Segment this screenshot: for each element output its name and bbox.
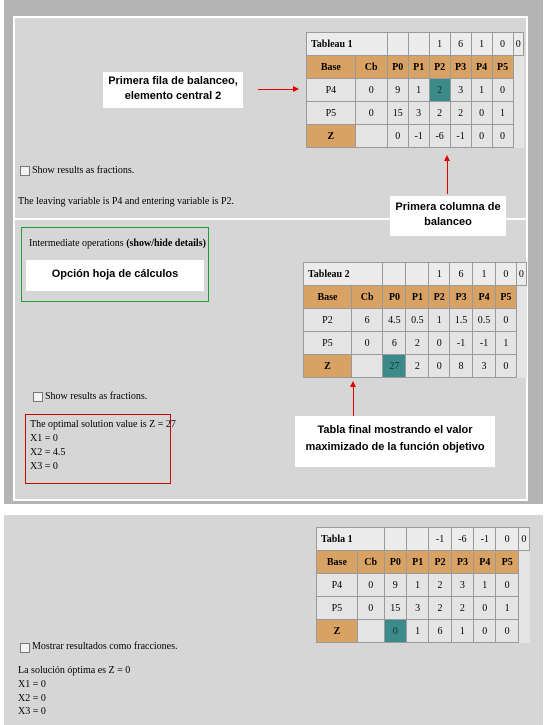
column-header: P1 — [406, 286, 429, 309]
table-cell: 2 — [406, 332, 429, 355]
table-cell — [357, 620, 384, 643]
table-title: Tableau 1 — [307, 33, 388, 56]
table-cell: 0 — [429, 355, 450, 378]
column-header: Cb — [357, 551, 384, 574]
leaving-variable-text: The leaving variable is P4 and entering variable is P2. — [18, 196, 235, 207]
mostrar-fracciones-checkbox[interactable] — [20, 643, 30, 653]
arrow-final-table — [353, 386, 354, 416]
column-header: P3 — [450, 286, 473, 309]
table-cell: 2 — [406, 355, 429, 378]
table-cell: 8 — [450, 355, 473, 378]
row-base-cell: P2 — [304, 309, 352, 332]
table-cell: 9 — [384, 574, 406, 597]
x1-value: X1 = 0 — [30, 433, 58, 444]
intermediate-operations — [29, 238, 206, 249]
x3-value: X3 = 0 — [30, 461, 58, 472]
table-cell: 0 — [474, 597, 496, 620]
x3-valor: X3 = 0 — [18, 706, 46, 717]
table-cell: 9 — [387, 79, 408, 102]
table-row — [307, 125, 524, 148]
show-fractions-checkbox[interactable] — [20, 166, 30, 176]
cost-cell: 0 — [492, 33, 513, 56]
table-row — [304, 309, 527, 332]
table-cell: 0 — [351, 332, 383, 355]
table-cell: 1 — [496, 597, 518, 620]
table-cell: 1 — [451, 620, 473, 643]
cost-cell: 0 — [516, 263, 526, 286]
table-cell: 2 — [429, 102, 450, 125]
column-header: Cb — [355, 56, 387, 79]
table-cell: 0 — [496, 355, 517, 378]
column-header: Base — [304, 286, 352, 309]
table-cell: 0 — [355, 102, 387, 125]
cost-cell: 0 — [496, 263, 517, 286]
table-cell: 6 — [383, 332, 406, 355]
cost-cell: 1 — [429, 263, 450, 286]
table-title: Tabla 1 — [317, 528, 385, 551]
column-header: P2 — [429, 56, 450, 79]
table-cell: 1 — [406, 574, 428, 597]
row-base-cell: Z — [317, 620, 358, 643]
table-cell: 3 — [451, 574, 473, 597]
table-row — [317, 597, 530, 620]
column-header: P2 — [429, 551, 451, 574]
table-row — [304, 355, 527, 378]
table-cell: 0 — [496, 620, 518, 643]
cost-cell: -1 — [474, 528, 496, 551]
table-cell: 27 — [383, 355, 406, 378]
table-cell: -1 — [473, 332, 496, 355]
cost-cell: 6 — [450, 33, 471, 56]
table-cell: 2 — [429, 574, 451, 597]
intermediate-prefix: Intermediate operations — [29, 238, 127, 249]
table-cell: 3 — [406, 597, 428, 620]
table-cell: 1 — [429, 309, 450, 332]
column-header: P1 — [408, 56, 429, 79]
cost-cell: 1 — [471, 33, 492, 56]
table-cell: -6 — [429, 125, 450, 148]
table-row — [317, 574, 530, 597]
table-cell: 0 — [357, 574, 384, 597]
table-cell: 1 — [406, 620, 428, 643]
arrow-first-col — [447, 160, 448, 194]
x2-value: X2 = 4.5 — [30, 447, 66, 458]
cost-cell — [406, 263, 429, 286]
table-cell: 0.5 — [406, 309, 429, 332]
row-base-cell: P5 — [317, 597, 358, 620]
table-cell: 0 — [474, 620, 496, 643]
show-fractions-label-2: Show results as fractions. — [45, 391, 148, 402]
row-base-cell: Z — [307, 125, 356, 148]
table-cell: -1 — [408, 125, 429, 148]
column-header: P4 — [471, 56, 492, 79]
solucion-optima-text: La solución óptima es Z = 0 — [18, 665, 131, 676]
cost-cell: 0 — [518, 528, 529, 551]
table-cell: 0 — [471, 125, 492, 148]
cost-cell: -6 — [451, 528, 473, 551]
column-header: P0 — [387, 56, 408, 79]
column-header: Base — [307, 56, 356, 79]
callout-first-row: Primera fila de balanceo, elemento central 2 — [103, 72, 243, 108]
table-cell: 2 — [451, 597, 473, 620]
table-cell — [351, 355, 383, 378]
table-cell: 1 — [474, 574, 496, 597]
table-cell — [355, 125, 387, 148]
table-cell: 0 — [384, 620, 406, 643]
table-cell: 6 — [429, 620, 451, 643]
column-header: P3 — [450, 56, 471, 79]
table-cell: 0 — [492, 125, 513, 148]
table-row — [317, 620, 530, 643]
cost-cell — [408, 33, 429, 56]
tabla-1 — [316, 527, 530, 643]
table-cell: 6 — [351, 309, 383, 332]
table-cell: -1 — [450, 125, 471, 148]
table-cell: 0.5 — [473, 309, 496, 332]
mostrar-fracciones-label: Mostrar resultados como fracciones. — [32, 641, 178, 652]
table-cell: 1 — [408, 79, 429, 102]
cost-cell — [406, 528, 428, 551]
table-cell: 2 — [450, 102, 471, 125]
cost-cell: 1 — [473, 263, 496, 286]
table-row — [307, 79, 524, 102]
arrow-first-row-head — [293, 86, 299, 92]
x1-valor: X1 = 0 — [18, 679, 46, 690]
callout-final-table: Tabla final mostrando el valor maximizado de la función objetivo — [295, 416, 495, 467]
row-base-cell: P5 — [307, 102, 356, 125]
table-cell: 1 — [496, 332, 517, 355]
cost-cell — [384, 528, 406, 551]
tableau-1 — [306, 32, 524, 148]
arrow-first-col-head — [444, 155, 450, 161]
cost-cell: 6 — [450, 263, 473, 286]
table-cell: 2 — [429, 79, 450, 102]
cost-cell — [387, 33, 408, 56]
cost-cell: 0 — [496, 528, 518, 551]
column-header: P5 — [492, 56, 513, 79]
x2-valor: X2 = 0 — [18, 693, 46, 704]
column-header: P1 — [406, 551, 428, 574]
row-base-cell: P4 — [317, 574, 358, 597]
table-cell: 15 — [387, 102, 408, 125]
cost-cell: -1 — [429, 528, 451, 551]
callout-spreadsheet: Opción hoja de cálculos — [26, 260, 204, 291]
table-cell: 3 — [408, 102, 429, 125]
table-cell: 1 — [471, 79, 492, 102]
cost-cell: 0 — [513, 33, 523, 56]
row-base-cell: P4 — [307, 79, 356, 102]
cost-cell: 1 — [429, 33, 450, 56]
column-header: Cb — [351, 286, 383, 309]
column-header: P5 — [496, 551, 518, 574]
table-cell: 4.5 — [383, 309, 406, 332]
table-cell: -1 — [450, 332, 473, 355]
table-cell: 3 — [473, 355, 496, 378]
show-fractions-label: Show results as fractions. — [32, 165, 135, 176]
table-cell: 0 — [496, 309, 517, 332]
optimal-solution-text: The optimal solution value is Z = 27 — [30, 419, 176, 430]
table-cell: 1.5 — [450, 309, 473, 332]
column-header: P4 — [474, 551, 496, 574]
column-header: P0 — [383, 286, 406, 309]
row-base-cell: P5 — [304, 332, 352, 355]
column-header: P0 — [384, 551, 406, 574]
table-cell: 3 — [450, 79, 471, 102]
table-cell: 0 — [357, 597, 384, 620]
callout-first-col: Primera columna de balanceo — [390, 196, 506, 236]
arrow-first-row — [258, 89, 294, 90]
row-base-cell: Z — [304, 355, 352, 378]
column-header: P5 — [496, 286, 517, 309]
cost-cell — [383, 263, 406, 286]
table-title: Tableau 2 — [304, 263, 383, 286]
table-cell: 0 — [355, 79, 387, 102]
table-row — [307, 102, 524, 125]
column-header: P2 — [429, 286, 450, 309]
column-header: Base — [317, 551, 358, 574]
table-cell: 15 — [384, 597, 406, 620]
show-hide-details-link[interactable]: (show/hide details) — [126, 238, 206, 249]
column-header: P4 — [473, 286, 496, 309]
tableau-2 — [303, 262, 527, 378]
table-cell: 0 — [429, 332, 450, 355]
table-cell: 2 — [429, 597, 451, 620]
column-header: P3 — [451, 551, 473, 574]
table-cell: 0 — [492, 79, 513, 102]
arrow-final-table-head — [350, 381, 356, 387]
table-cell: 0 — [471, 102, 492, 125]
table-row — [304, 332, 527, 355]
table-cell: 0 — [387, 125, 408, 148]
show-fractions-checkbox-2[interactable] — [33, 392, 43, 402]
table-cell: 1 — [492, 102, 513, 125]
table-cell: 0 — [496, 574, 518, 597]
